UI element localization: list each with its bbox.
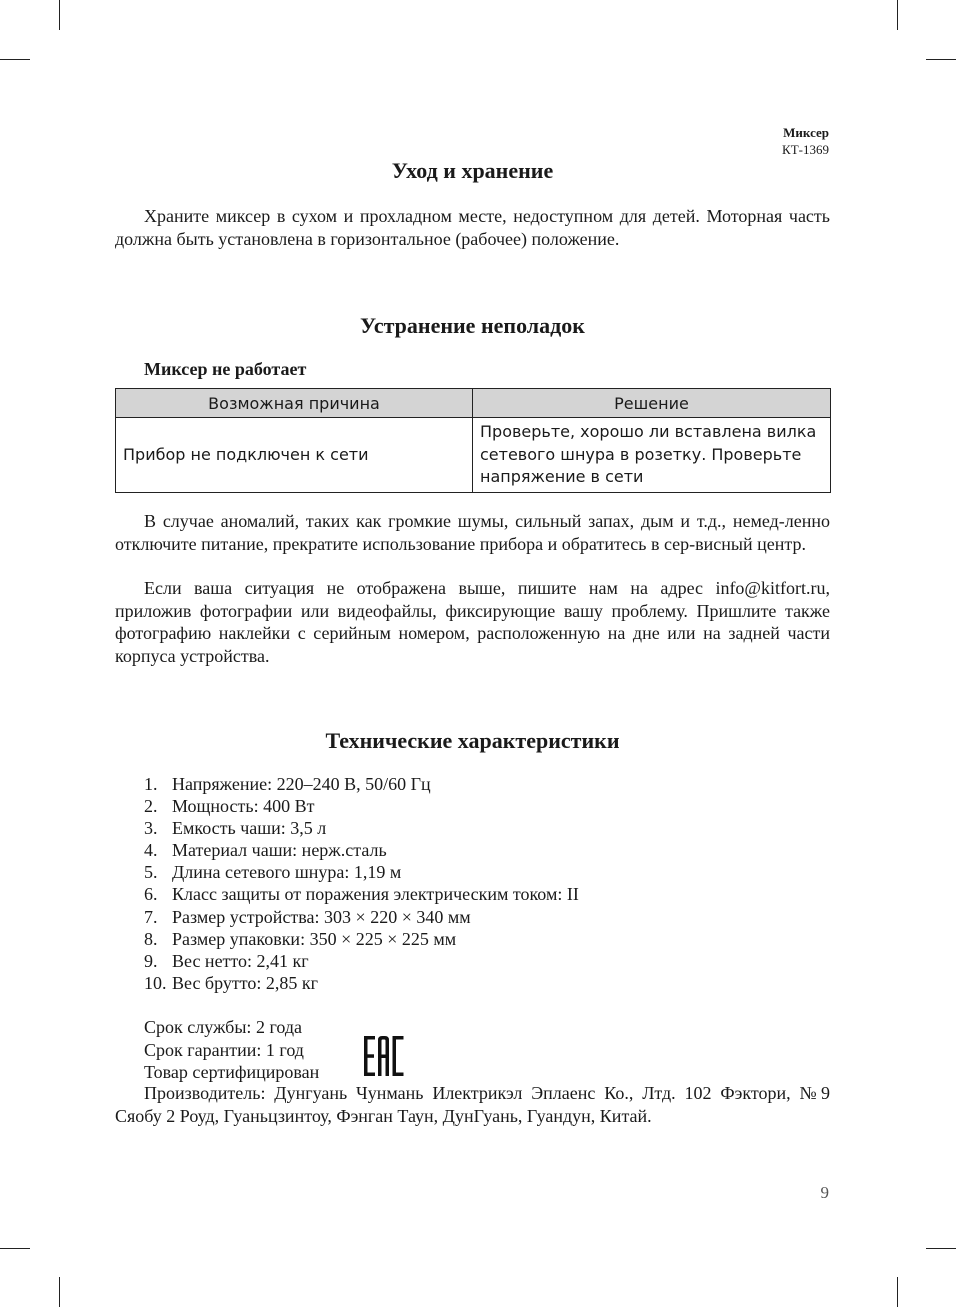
table-row (116, 418, 831, 493)
list-item-number: 6. (144, 884, 158, 905)
specs-list (115, 773, 579, 994)
list-item (115, 972, 579, 994)
crop-mark (897, 1277, 898, 1307)
crop-mark (897, 0, 898, 30)
list-item-number: 10. (144, 972, 167, 993)
list-item-text: Вес брутто: 2,85 кг (172, 972, 318, 993)
list-item-number: 8. (144, 928, 158, 949)
list-item (115, 795, 579, 817)
certification-block (144, 1016, 319, 1084)
crop-mark (59, 0, 60, 30)
list-item-text: Класс защиты от поражения электрическим током: II (172, 884, 579, 905)
list-item-text: Размер упаковки: 350 × 225 × 225 мм (172, 928, 457, 949)
header-product: Миксер (783, 125, 829, 140)
list-item-number: 2. (144, 796, 158, 817)
list-item (115, 950, 579, 972)
list-item-number: 9. (144, 950, 158, 971)
service-life: Срок службы: 2 года (144, 1017, 303, 1037)
troubleshooting-subheading: Миксер не работает (144, 359, 307, 379)
list-item (115, 839, 579, 861)
list-item-text: Длина сетевого шнура: 1,19 м (172, 862, 402, 883)
page-number: 9 (820, 1183, 829, 1202)
list-item-number: 7. (144, 906, 158, 927)
cause-cell: Прибор не подключен к сети (116, 418, 473, 493)
eac-logo-icon (363, 1035, 405, 1077)
crop-mark (0, 1248, 30, 1249)
list-item-text: Вес нетто: 2,41 кг (172, 950, 309, 971)
warranty-period: Срок гарантии: 1 год (144, 1039, 304, 1060)
list-item (115, 883, 579, 905)
list-item-text: Емкость чаши: 3,5 л (172, 818, 327, 839)
solution-cell: Проверьте, хорошо ли вставлена вилка сетевого шнура в розетку. Проверьте напряжение в сети (473, 418, 831, 493)
troubleshooting-title: Устранение неполадок (360, 313, 585, 338)
list-item (115, 906, 579, 928)
list-item-number: 4. (144, 840, 158, 861)
column-header-solution: Решение (473, 389, 831, 418)
list-item (115, 817, 579, 839)
list-item (115, 928, 579, 950)
troubleshooting-table (115, 388, 831, 493)
contact-paragraph: Если ваша ситуация не отображена выше, пишите нам на адрес info@kitfort.ru, приложив фотографии или видеофайлы, фиксирующие вашу проблему. Пришлите также фотографию наклейки с серийным номером, расположенную на дне или на задней части корпуса устройства. (115, 578, 830, 666)
header-model: КТ-1369 (782, 142, 829, 157)
list-item (115, 861, 579, 883)
column-header-cause: Возможная причина (116, 389, 473, 418)
running-header (782, 124, 829, 158)
care-title: Уход и хранение (391, 158, 554, 183)
anomaly-paragraph: В случае аномалий, таких как громкие шумы, сильный запах, дым и т.д., немед-ленно отключите питание, прекратите использование прибора и обратитесь в сер-висный центр. (115, 511, 830, 554)
list-item-text: Размер устройства: 303 × 220 × 340 мм (172, 906, 471, 927)
list-item-text: Материал чаши: нерж.сталь (172, 840, 387, 861)
crop-mark (926, 59, 956, 60)
certified-note: Товар сертифицирован (144, 1062, 320, 1082)
list-item-text: Напряжение: 220–240 В, 50/60 Гц (172, 774, 431, 794)
table-header-row (116, 389, 831, 418)
crop-mark (59, 1277, 60, 1307)
crop-mark (926, 1248, 956, 1249)
manufacturer-info: Производитель: Дунгуань Чунмань Илектрикэл Эплаенс Ко., Лтд. 102 Фэктори, №9 Сяобу 2 Роуд, Гуаньцзинтоу, Фэнган Таун, ДунГуань, Гуандун, Китай. (115, 1083, 830, 1126)
list-item (115, 773, 579, 795)
list-item-number: 3. (144, 818, 158, 839)
specs-title: Технические характеристики (325, 728, 620, 753)
list-item-number: 5. (144, 862, 158, 883)
list-item-text: Мощность: 400 Вт (172, 796, 315, 817)
care-text: Храните миксер в сухом и прохладном месте, недоступном для детей. Моторная часть должна быть установлена в горизонтальное (рабочее) положение. (115, 206, 830, 249)
list-item-number: 1. (144, 774, 158, 794)
crop-mark (0, 59, 30, 60)
